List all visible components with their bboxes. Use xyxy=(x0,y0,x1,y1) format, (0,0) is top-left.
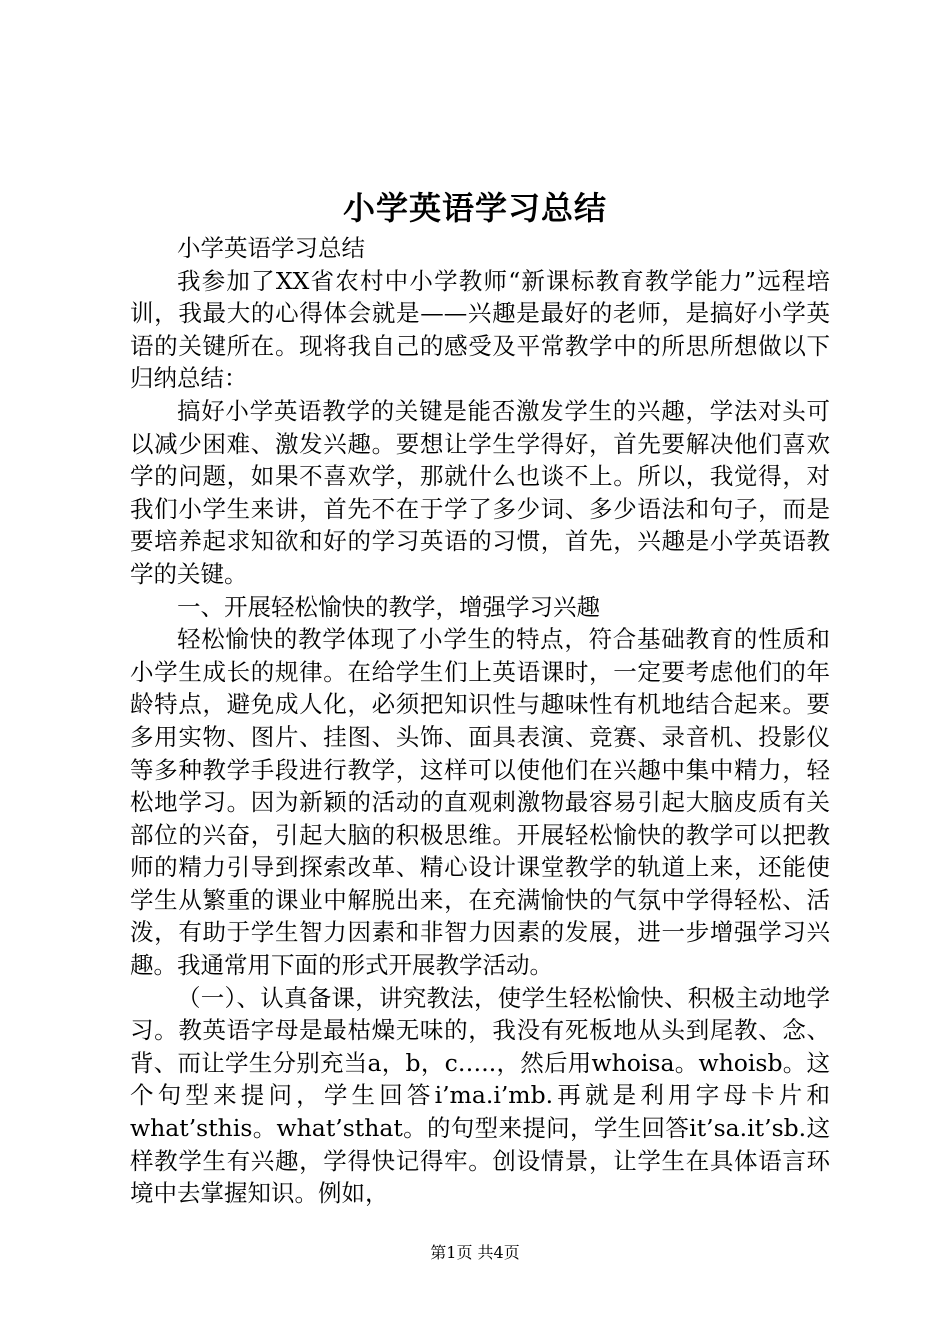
paragraph-lesson-prep: （一）、认真备课，讲究教法，使学生轻松愉快、积极主动地学习。教英语字母是最枯燥无味的，我没有死板地从头到尾教、念、背、而让学生分别充当a，b，c…..，然后用whoisa。whoisb。这个句型来提问，学生回答i’ma.i’mb.再就是利用字母卡片和what’sthis。what’sthat。的句型来提问，学生回答it’sa.it’sb.这样教学生有兴趣，学得快记得牢。创设情景，让学生在具体语言环境中去掌握知识。例如， xyxy=(130,983,830,1208)
document-title: 小学英语学习总结 xyxy=(342,189,607,227)
paragraph-subtitle: 小学英语学习总结 xyxy=(177,234,365,262)
paragraph-key-interest: 搞好小学英语教学的关键是能否激发学生的兴趣，学法对头可以减少困难、激发兴趣。要想让学生学得好，首先要解决他们喜欢学的问题，如果不喜欢学，那就什么也谈不上。所以，我觉得，对我们小学生来讲，首先不在于学了多少词、多少语法和句子，而是要培养起求知欲和好的学习英语的习惯，首先，兴趣是小学英语教学的关键。 xyxy=(130,396,830,588)
paragraph-intro: 我参加了XX省农村中小学教师“新课标教育教学能力”远程培训，我最大的心得体会就是——兴趣是最好的老师，是搞好小学英语的关键所在。现将我自己的感受及平常教学中的所思所想做以下归纳总结： xyxy=(130,266,830,393)
document-body xyxy=(130,232,830,1210)
section-heading-1: 一、开展轻松愉快的教学，增强学习兴趣 xyxy=(177,592,600,621)
page-footer: 第1页 共4页 xyxy=(430,1243,520,1262)
paragraph-relaxed-teaching: 轻松愉快的教学体现了小学生的特点，符合基础教育的性质和小学生成长的规律。在给学生们上英语课时，一定要考虑他们的年龄特点，避免成人化，必须把知识性与趣味性有机地结合起来。要多用实物、图片、挂图、头饰、面具表演、竞赛、录音机、投影仪等多种教学手段进行教学，这样可以使他们在兴趣中集中精力，轻松地学习。因为新颖的活动的直观刺激物最容易引起大脑皮质有关部位的兴奋，引起大脑的积极思维。开展轻松愉快的教学可以把教师的精力引导到探索改革、精心设计课堂教学的轨道上来，还能使学生从繁重的课业中解脱出来，在充满愉快的气氛中学得轻松、活泼，有助于学生智力因素和非智力因素的发展，进一步增强学习兴趣。我通常用下面的形式开展教学活动。 xyxy=(130,625,830,980)
